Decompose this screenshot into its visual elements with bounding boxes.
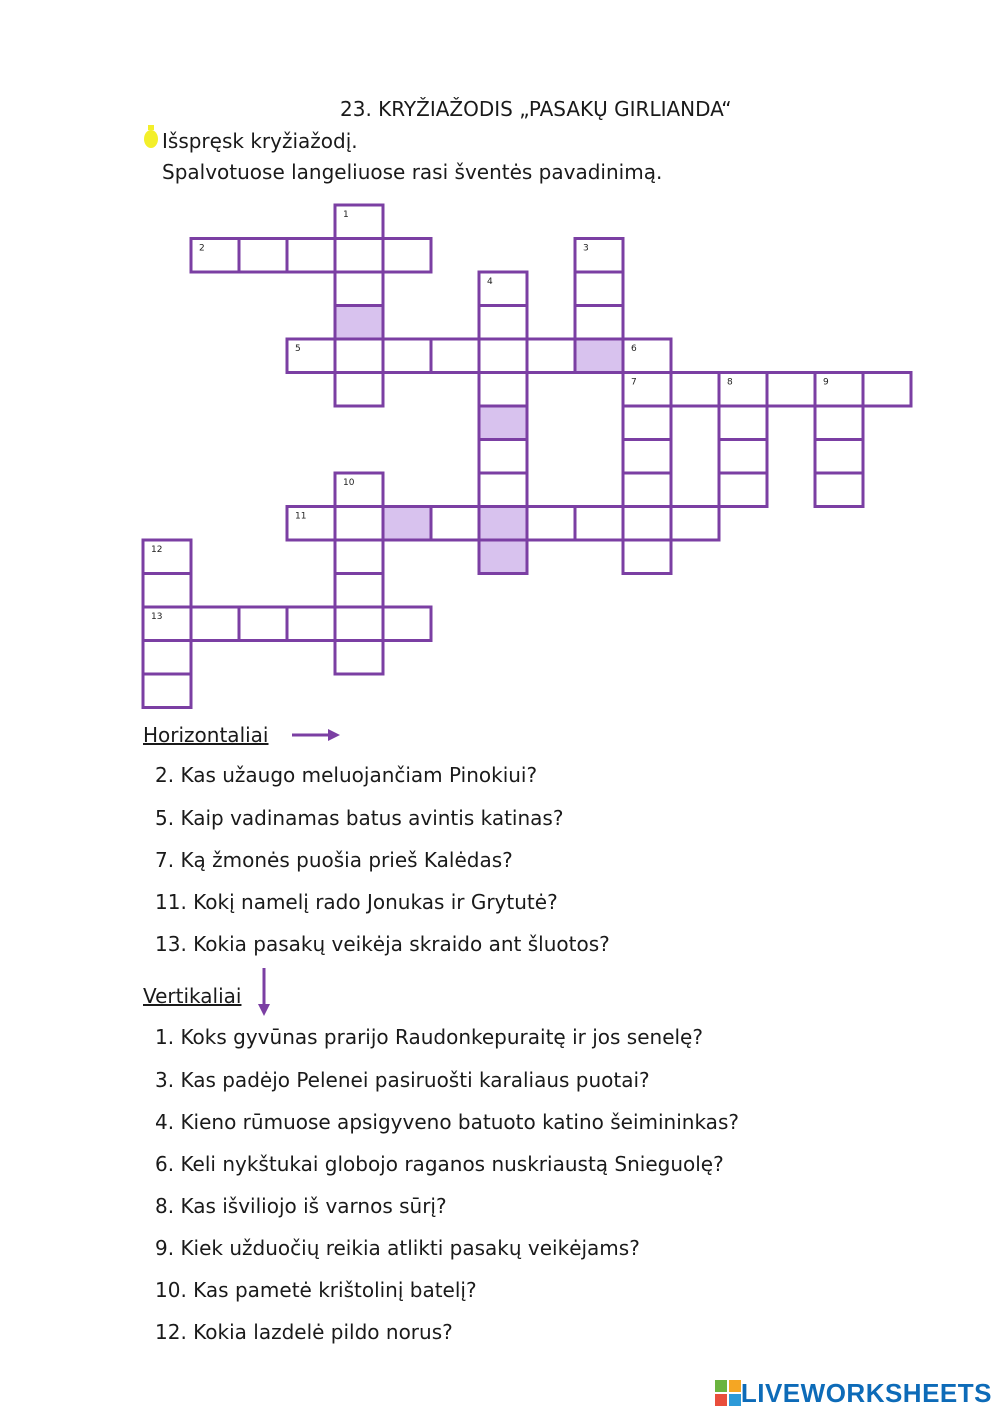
crossword-cell[interactable] bbox=[527, 339, 575, 373]
crossword-cell[interactable] bbox=[239, 239, 287, 273]
crossword-cell[interactable] bbox=[623, 406, 671, 440]
logo-icon bbox=[715, 1380, 741, 1406]
crossword-cell[interactable] bbox=[335, 239, 383, 273]
crossword-cell[interactable] bbox=[623, 473, 671, 507]
crossword-cell[interactable] bbox=[479, 339, 527, 373]
crossword-cell[interactable] bbox=[623, 440, 671, 474]
clue-number: 5 bbox=[295, 344, 301, 354]
crossword-cell[interactable] bbox=[479, 440, 527, 474]
down-clue: 9. Kiek užduočių reikia atlikti pasakų veikėjams? bbox=[155, 1236, 640, 1260]
across-clue: 11. Kokį namelį rado Jonukas ir Grytutė? bbox=[155, 890, 558, 914]
crossword-cell[interactable] bbox=[287, 239, 335, 273]
crossword-cell[interactable] bbox=[143, 574, 191, 608]
crossword-cell[interactable] bbox=[383, 607, 431, 641]
instruction: Išspręsk kryžiažodį. bbox=[162, 129, 358, 153]
clue-number: 12 bbox=[151, 545, 163, 555]
crossword-cell[interactable] bbox=[575, 272, 623, 306]
crossword-cell[interactable] bbox=[335, 373, 383, 407]
logo-text: LIVEWORKSHEETS bbox=[740, 1377, 992, 1408]
clue-number: 11 bbox=[295, 511, 307, 522]
crossword-cell[interactable] bbox=[335, 507, 383, 541]
clue-number: 10 bbox=[343, 478, 355, 488]
clue-number: 4 bbox=[487, 277, 493, 287]
across-clue: 13. Kokia pasakų veikėja skraido ant šluotos? bbox=[155, 932, 610, 956]
crossword-cell[interactable] bbox=[671, 507, 719, 541]
crossword-cell[interactable] bbox=[671, 373, 719, 407]
across-heading: Horizontaliai bbox=[143, 723, 269, 747]
across-clue: 2. Kas užaugo meluojančiam Pinokiui? bbox=[155, 763, 538, 787]
crossword-cell[interactable] bbox=[863, 373, 911, 407]
crossword-cell[interactable] bbox=[335, 574, 383, 608]
clue-number: 2 bbox=[199, 243, 205, 254]
crossword-cell[interactable] bbox=[575, 306, 623, 340]
crossword-cell[interactable] bbox=[479, 306, 527, 340]
crossword-cell[interactable] bbox=[143, 641, 191, 675]
crossword-cell-highlighted[interactable] bbox=[479, 540, 527, 574]
down-clue: 12. Kokia lazdelė pildo norus? bbox=[155, 1320, 453, 1344]
crossword-cell-highlighted[interactable] bbox=[479, 507, 527, 541]
crossword-cell[interactable] bbox=[383, 239, 431, 273]
clue-number: 3 bbox=[583, 243, 589, 254]
crossword-cell[interactable] bbox=[335, 540, 383, 574]
crossword-cell[interactable] bbox=[239, 607, 287, 641]
crossword-cell[interactable] bbox=[143, 674, 191, 708]
crossword-cell[interactable] bbox=[431, 507, 479, 541]
crossword-cell[interactable] bbox=[287, 607, 335, 641]
crossword-cell[interactable] bbox=[623, 540, 671, 574]
sub-instruction: Spalvotuose langeliuose rasi šventės pavadinimą. bbox=[162, 160, 663, 184]
crossword-cell[interactable] bbox=[383, 339, 431, 373]
crossword-cell[interactable] bbox=[815, 473, 863, 507]
crossword-cell[interactable] bbox=[479, 473, 527, 507]
crossword-cell[interactable] bbox=[719, 406, 767, 440]
down-arrow-icon bbox=[256, 966, 272, 1018]
crossword-cell[interactable] bbox=[335, 272, 383, 306]
clue-number: 9 bbox=[823, 377, 829, 388]
clue-number: 13 bbox=[151, 612, 163, 622]
crossword-cell[interactable] bbox=[527, 507, 575, 541]
crossword-cell[interactable] bbox=[719, 440, 767, 474]
crossword-cell[interactable] bbox=[623, 507, 671, 541]
crossword-cell[interactable] bbox=[815, 406, 863, 440]
across-clue: 5. Kaip vadinamas batus avintis katinas? bbox=[155, 806, 564, 830]
crossword-cell[interactable] bbox=[575, 507, 623, 541]
down-clue: 1. Koks gyvūnas prarijo Raudonkepuraitę ir jos senelę? bbox=[155, 1025, 703, 1049]
liveworksheets-logo bbox=[715, 1379, 992, 1407]
worksheet-title: 23. KRYŽIAŽODIS „PASAKŲ GIRLIANDA“ bbox=[340, 97, 732, 121]
crossword-cell[interactable] bbox=[335, 607, 383, 641]
down-clue: 10. Kas pametė krištolinį batelį? bbox=[155, 1278, 477, 1302]
down-heading: Vertikaliai bbox=[143, 984, 242, 1008]
clue-number: 1 bbox=[343, 210, 349, 220]
crossword-cell-highlighted[interactable] bbox=[383, 507, 431, 541]
crossword-cell[interactable] bbox=[191, 607, 239, 641]
crossword-cell[interactable] bbox=[719, 473, 767, 507]
crossword-cell[interactable] bbox=[335, 641, 383, 675]
clue-number: 6 bbox=[631, 344, 637, 354]
clue-number: 7 bbox=[631, 377, 637, 388]
down-clue: 3. Kas padėjo Pelenei pasiruošti karaliaus puotai? bbox=[155, 1068, 650, 1092]
crossword-cell[interactable] bbox=[815, 440, 863, 474]
down-clue: 4. Kieno rūmuose apsigyveno batuoto katino šeimininkas? bbox=[155, 1110, 739, 1134]
crossword-cell[interactable] bbox=[335, 339, 383, 373]
crossword-cell-highlighted[interactable] bbox=[575, 339, 623, 373]
clue-number: 8 bbox=[727, 377, 733, 388]
right-arrow-icon bbox=[290, 727, 342, 743]
down-clue: 8. Kas išviliojo iš varnos sūrį? bbox=[155, 1194, 447, 1218]
crossword-cell-highlighted[interactable] bbox=[335, 306, 383, 340]
crossword-cell-highlighted[interactable] bbox=[479, 406, 527, 440]
across-clue: 7. Ką žmonės puošia prieš Kalėdas? bbox=[155, 848, 513, 872]
down-clue: 6. Keli nykštukai globojo raganos nuskriaustą Snieguolę? bbox=[155, 1152, 724, 1176]
crossword-cell[interactable] bbox=[767, 373, 815, 407]
crossword-cell[interactable] bbox=[479, 373, 527, 407]
crossword-cell[interactable] bbox=[431, 339, 479, 373]
